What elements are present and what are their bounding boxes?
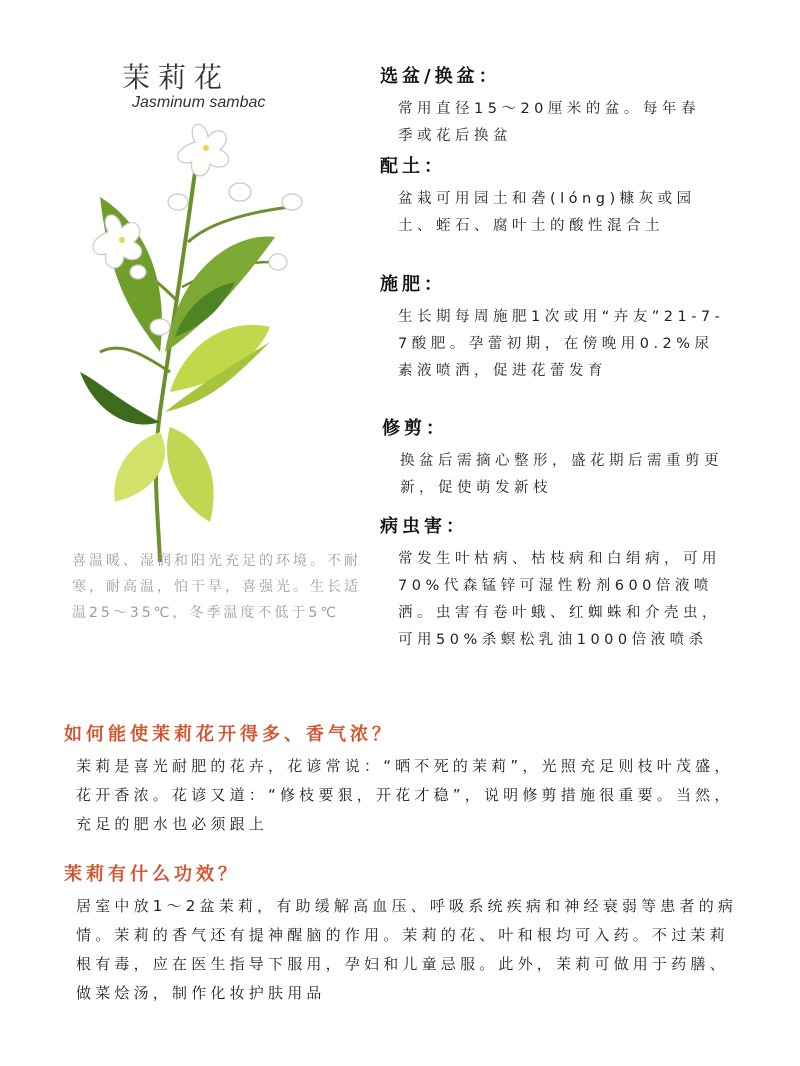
section-fertilize bbox=[380, 270, 732, 385]
section-prune-title: 修剪： bbox=[382, 418, 448, 439]
habit-description: 喜温暖、湿润和阳光充足的环境。不耐寒，耐高温，怕干旱，喜强光。生长适温25～35℃，冬季温度不低于5℃ bbox=[72, 553, 361, 621]
section-prune-body: 换盆后需摘心整形，盛花期后需重剪更新，促使萌发新枝 bbox=[400, 453, 723, 496]
question-bloom-answer: 茉莉是喜光耐肥的花卉，花谚常说：“晒不死的茉莉”，光照充足则枝叶茂盛，花开香浓。花谚又道：“修枝要狠，开花才稳”，说明修剪措施很重要。当然，充足的肥水也必须跟上 bbox=[76, 757, 734, 833]
section-soil-body: 盆栽可用园土和砻(lóng)糠灰或园土、蛭石、腐叶土的酸性混合土 bbox=[398, 191, 696, 234]
section-fertilize-title: 施肥： bbox=[380, 274, 446, 295]
section-pot bbox=[380, 62, 710, 150]
section-soil-title: 配土： bbox=[380, 156, 446, 177]
question-benefits-answer: 居室中放1～2盆茉莉，有助缓解高血压、呼吸系统疾病和神经衰弱等患者的病情。茉莉的香气还有提神醒脑的作用。茉莉的花、叶和根均可入药。不过茉莉根有毒，应在医生指导下服用，孕妇和儿童忌服。此外，茉莉可做用于药膳、做菜烩汤，制作化妆护肤用品 bbox=[76, 897, 738, 1002]
latin-name: Jasminum sambac bbox=[132, 94, 266, 111]
section-soil bbox=[380, 152, 718, 240]
section-fertilize-body: 生长期每周施肥1次或用“卉友”21-7-7酸肥。孕蕾初期，在傍晚用0.2%尿素液喷洒，促进花蕾发育 bbox=[398, 309, 725, 379]
section-pests bbox=[380, 512, 732, 654]
section-pests-body: 常发生叶枯病、枯枝病和白绢病，可用70%代森锰锌可湿性粉剂600倍液喷洒。虫害有卷叶蛾、红蜘蛛和介壳虫，可用50%杀螟松乳油1000倍液喷杀 bbox=[398, 551, 721, 648]
question-bloom-title: 如何能使茉莉花开得多、香气浓？ bbox=[64, 724, 394, 745]
page-title: 茉莉花 bbox=[122, 61, 231, 94]
section-pot-title: 选盆/换盆： bbox=[380, 66, 501, 87]
question-benefits-title: 茉莉有什么功效？ bbox=[64, 864, 240, 885]
section-pot-body: 常用直径15～20厘米的盆。每年春季或花后换盆 bbox=[398, 101, 700, 144]
section-pests-title: 病虫害： bbox=[380, 516, 468, 537]
section-prune bbox=[382, 414, 732, 502]
jasmine-illustration bbox=[60, 112, 330, 562]
